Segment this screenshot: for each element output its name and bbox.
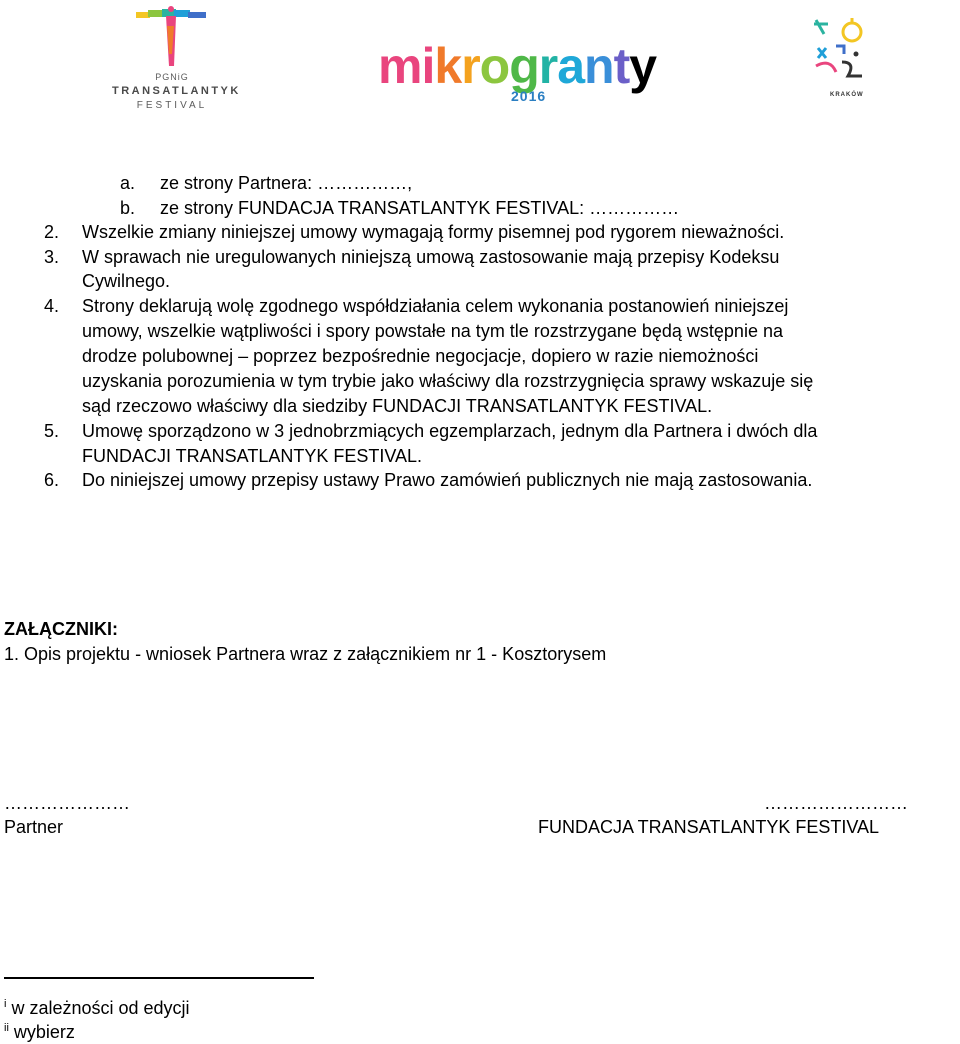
krakow-symbol-icon bbox=[806, 14, 872, 92]
item-2-line: Wszelkie zmiany niniejszej umowy wymagają formy pisemnej pod rygorem nieważności. bbox=[82, 222, 785, 242]
wordmark-letter: r bbox=[538, 38, 558, 94]
item-3-line: Cywilnego. bbox=[82, 271, 171, 291]
wordmark-letter: m bbox=[378, 38, 422, 94]
footnote-1-mark: i bbox=[4, 998, 7, 1010]
logo-left-line2: TRANSATLANTYK bbox=[112, 85, 241, 97]
wordmark-letter: t bbox=[613, 38, 630, 94]
item-marker-2: 2. bbox=[44, 222, 60, 242]
signature-right-dots: …………………… bbox=[764, 793, 908, 813]
footnote-2-text: wybierz bbox=[13, 1022, 75, 1042]
item-marker-5: 5. bbox=[44, 421, 60, 441]
sub-item-text-a: ze strony Partnera: ……………, bbox=[160, 173, 413, 193]
item-marker-3: 3. bbox=[44, 247, 60, 267]
item-6-line: Do niniejszej umowy przepisy ustawy Prawo zamówień publicznych nie mają zastosowania. bbox=[82, 470, 813, 490]
item-4-line: sąd rzeczowo właściwy dla siedziby FUNDACJI TRANSATLANTYK FESTIVAL. bbox=[82, 396, 713, 416]
wordmark-letter: n bbox=[584, 38, 614, 94]
colorful-t-figure-icon bbox=[134, 6, 210, 70]
item-4-line: Strony deklarują wolę zgodnego współdziałania celem wykonania postanowień niniejszej bbox=[82, 296, 789, 316]
attachments-heading: ZAŁĄCZNIKI: bbox=[4, 619, 118, 639]
item-4-line: drodze polubownej – poprzez bezpośrednie negocjacje, dopiero w razie niemożności bbox=[82, 346, 759, 366]
footnote-2 bbox=[4, 1016, 75, 1044]
mikrogranty-logo bbox=[378, 38, 657, 108]
transatlantyk-festival-logo bbox=[112, 6, 241, 116]
signature-right-label: FUNDACJA TRANSATLANTYK FESTIVAL bbox=[538, 817, 880, 837]
item-5-line: Umowę sporządzono w 3 jednobrzmiących egzemplarzach, jednym dla Partnera i dwóch dla bbox=[82, 421, 818, 441]
footnote-separator bbox=[4, 977, 314, 979]
signature-left-dots: ………………… bbox=[4, 793, 130, 813]
item-5-line: FUNDACJI TRANSATLANTYK FESTIVAL. bbox=[82, 446, 423, 466]
item-4-line: uzyskania porozumienia w tym trybie jako właściwy dla rozstrzygnięcia sprawy wskazuje się bbox=[82, 371, 814, 391]
wordmark-letter: g bbox=[509, 38, 539, 94]
wordmark-letter: a bbox=[557, 38, 585, 94]
item-marker-4: 4. bbox=[44, 296, 60, 316]
wordmark-letter: o bbox=[479, 38, 510, 94]
sub-item-marker-a: a. bbox=[120, 173, 136, 193]
item-4-line: umowy, wszelkie wątpliwości i spory powstałe na tym tle rozstrzygane będą wstępnie na bbox=[82, 321, 783, 341]
mikrogranty-year: 2016 bbox=[511, 88, 547, 104]
logo-right-caption: KRAKÓW bbox=[830, 92, 864, 98]
footnote-1-text: w zależności od edycji bbox=[11, 998, 190, 1018]
logo-left-line3: FESTIVAL bbox=[136, 100, 208, 111]
logo-left-line1: PGNiG bbox=[155, 72, 189, 82]
signature-left-label: Partner bbox=[4, 817, 64, 837]
sub-item-text-b: ze strony FUNDACJA TRANSATLANTYK FESTIVAL: …………… bbox=[160, 198, 680, 218]
krakow-logo bbox=[806, 14, 872, 100]
wordmark-letter: r bbox=[461, 38, 480, 94]
sub-item-marker-b: b. bbox=[120, 198, 136, 218]
wordmark-letter: i bbox=[421, 38, 435, 94]
item-marker-6: 6. bbox=[44, 470, 60, 490]
mikrogranty-wordmark bbox=[378, 38, 656, 94]
item-3-line: W sprawach nie uregulowanych niniejszą umową zastosowanie mają przepisy Kodeksu bbox=[82, 247, 780, 267]
footnote-2-mark: ii bbox=[4, 1022, 9, 1034]
attachment-item-1: 1. Opis projektu - wniosek Partnera wraz z załącznikiem nr 1 - Kosztorysem bbox=[4, 644, 607, 664]
wordmark-letter: k bbox=[434, 38, 462, 94]
wordmark-letter: y bbox=[629, 38, 657, 94]
